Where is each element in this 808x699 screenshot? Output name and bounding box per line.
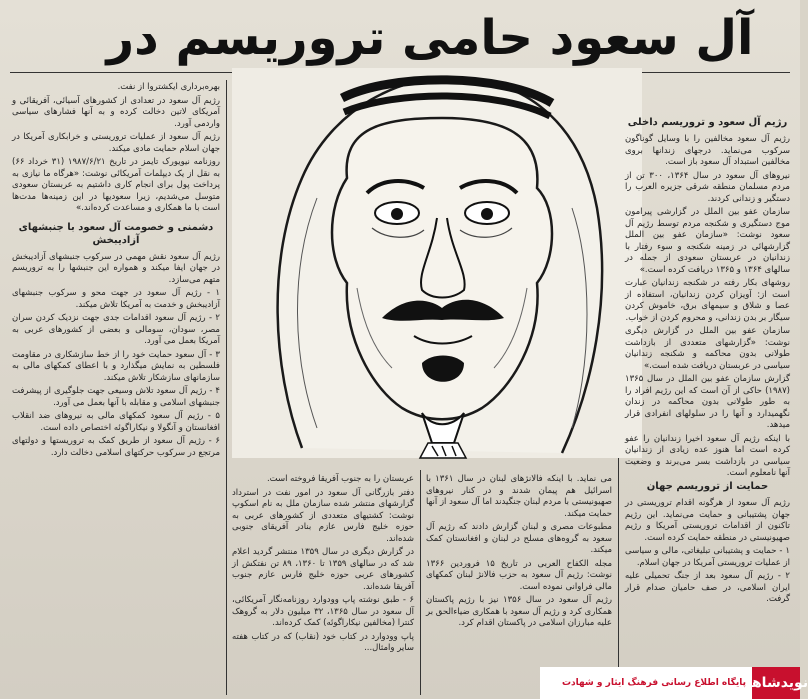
center-paragraph: ۶ - طبق نوشته پاپ وودوارد روزنامه‌نگار آمریکائی، آل سعود در سال ۱۳۶۵، ۳۲ میلیون دلار به گروهک کنترا (مخالفین نیکاراگوئه) کمک کرده‌اند. xyxy=(232,595,414,628)
right-paragraph: رژیم آل سعود مخالفین را با وسایل گوناگون سرکوب می‌نماید. درجهای زندانها بروی مخالفین استبداد آل سعود باز است. xyxy=(625,134,790,167)
column-divider-right-lower xyxy=(618,470,619,695)
column-divider-center xyxy=(420,470,421,695)
center-paragraph: مطبوعات مصری و لبنان گزارش دادند که رژیم آل سعود به گروه‌های مسلح در لبنان و افغانستان کمک میکند. xyxy=(426,522,612,555)
left-paragraph: ۴ - رژیم آل سعود تلاش وسیعی جهت جلوگیری از پیشرفت جنبشهای اسلامی و مقابله با آنها بعمل می آورد. xyxy=(12,386,220,408)
center-right-column xyxy=(426,474,612,696)
site-watermark xyxy=(540,667,808,699)
left-paragraph: ۳ - آل سعود حمایت خود را از خط سازشکاری در مقاومت فلسطین به نمایش میگذارد و با اعطای کمکهای مالی به سازمانهای سازشکار تلاش میکند. xyxy=(12,349,220,383)
center-paragraph: مجله الکفاح العربی در تاریخ ۱۵ فروردین ۱۳۶۶ نوشت: رژیم آل سعود به حزب فالانژ لبنان کمکهای مالی فراوانی نموده است. xyxy=(426,558,612,592)
page-headline: آل سعود حامی تروریسم در xyxy=(106,10,754,66)
right-subhead: رژیم آل سعود و تروریسم داخلی xyxy=(627,117,788,128)
left-paragraph: ۶ - رژیم آل سعود از طریق کمک به تروریستها و دولتهای مرتجع در سرکوب حرکتهای اسلامی دخالت دارد. xyxy=(12,436,220,458)
left-paragraph: ۵ - رژیم آل سعود کمکهای مالی به نیروهای ضد انقلاب افغانستان و آنگولا و نیکاراگوئه اختصاص داده است. xyxy=(12,411,220,433)
right-paragraph: گزارش سازمان عفو بین الملل در سال ۱۳۶۵ (۱۹۸۷) حاکی از آن است که این رژیم افراد را به طور طولانی بدون محاکمه در زندان نگهمیدارد و آنها را در سلولهای انفرادی قرار میدهد. xyxy=(625,374,790,430)
center-paragraph: عربستان را به جنوب آفریقا فروخته است. xyxy=(266,474,414,484)
caricature-illustration xyxy=(232,68,642,458)
center-paragraph: رژیم آل سعود در سال ۱۳۵۶ نیز با رژیم پاکستان همکاری کرد و رژیم آل سعود با همکاری ضیاءالحق بر علیه مبارزان اسلامی در پاکستان اقدام کرد. xyxy=(426,595,612,628)
right-paragraph: نیروهای آل سعود در سال ۱۳۶۴، ۳۰۰ تن از مردم مسلمان منطقه شرقی جزیره العرب را دستگیر و زندانی کردند. xyxy=(625,170,790,204)
caricature-drawing xyxy=(232,68,642,458)
left-paragraph: رژیم آل سعود از عملیات تروریستی و خرابکاری آمریکا در جهان اسلام حمایت مادی میکند. xyxy=(12,132,220,154)
left-paragraph: ۲ - رژیم آل سعود اقدامات جدی جهت نزدیک کردن سران مصر، سودان، سومالی و بعضی از کشورهای عربی به آمریکا بعمل می آورد. xyxy=(12,313,220,346)
right-column xyxy=(625,110,790,478)
center-left-column xyxy=(232,474,414,696)
left-paragraph: رژیم آل سعود نقش مهمی در سرکوب جنبشهای آزادیبخش در جهان ایفا میکند و همواره این جنبشها را به تروریسم متهم می‌سازد. xyxy=(12,251,220,285)
center-caption: پاپ وودوارد در کتاب خود (نقاب) که در کتاب هفته سایر وامثال... xyxy=(232,631,414,653)
right-paragraph: رژیم آل سعود از هرگونه اقدام تروریستی در جهان پشتیبانی و حمایت می‌نماید. این رژیم تاکنون از اقدامات تروریستی آمریکا و رژیم صهیونیستی در منطقه حمایت کرده است. xyxy=(625,498,790,543)
right-column-lower xyxy=(625,474,790,664)
left-subhead: دشمنی و خصومت آل سعود با جنبشهای آزادیبخش xyxy=(18,221,214,246)
left-paragraph: بهره‌برداری ایکشتروا از نفت. xyxy=(117,82,220,92)
right-paragraph: ۱ - حمایت و پشتیبانی تبلیغاتی، مالی و سیاسی از عملیات تروریستی آمریکا در جهان اسلام. xyxy=(625,546,790,568)
left-paragraph: ۱ - رژیم آل سعود در جهت محو و سرکوب جنبشهای آزادیبخش و خدمت به آمریکا تلاش میکند. xyxy=(12,288,220,310)
left-paragraph: رژیم آل سعود در تعدادی از کشورهای آسیائی، آفریقائی و آمریکای لاتین دخالت کرده و به آنها فشارهای سیاسی واردمی آورد. xyxy=(12,95,220,129)
navideshahed-logo: نویدشاهد xyxy=(752,667,800,699)
column-divider-left xyxy=(226,80,227,695)
right-paragraph: سازمان عفو بین الملل در گزارش دیگری نوشت: «گزارشهای متعددی از بازداشت طولانی بدون محاکمه و شکنجه زندانیان سیاسی در عربستان دریافت شده است.» xyxy=(625,326,790,371)
right-paragraph: روشهای بکار رفته در شکنجه زندانیان عبارت است از: آویزان کردن زندانیان، استفاده از عصا و شلاق و سیمهای برق، خاموش کردن سیگار بر بدن زندانی، و محروم کردن از خواب. xyxy=(625,278,790,323)
right-subhead-2: حمایت از تروریسم جهان xyxy=(646,481,769,492)
right-paragraph: با اینکه رژیم آل سعود اخیرا زندانیان را عفو کرده است اما هنوز عده زیادی از زندانیان سیاسی در بازداشت بسر می‌برند و وضعیت آنها نامعلوم است. xyxy=(625,433,790,478)
center-paragraph: در گزارش دیگری در سال ۱۳۵۹ منتشر گردید اعلام شد که در سالهای ۱۳۵۹ تا ۱۳۶۰، ۸۹ تن نفتکش از کشورهای عربی حوزه خلیج فارس عازم جنوب آفریقا شده‌اند. xyxy=(232,547,415,592)
right-paragraph: ۲ - رژیم آل سعود بعد از جنگ تحمیلی علیه ایران اسلامی، در صف حامیان صدام قرار گرفت. xyxy=(625,571,790,604)
left-column xyxy=(12,82,220,694)
right-paragraph: سازمان عفو بین الملل در گزارشی پیرامون موج دستگیری و شکنجه مردم توسط رژیم آل سعود نوشت: «سازمان عفو بین الملل گزارشهائی در زمینه شکنجه و سوء رفتار با زندانیان در عربستان سعودی از جمله در سالهای ۱۳۶۴ و ۱۳۶۵ دریافت کرده است.» xyxy=(625,207,790,275)
center-paragraph: می نماید. با اینکه فالانژهای لبنان در سال ۱۳۶۱ با اسرائیل هم پیمان شدند و در کنار نیروهای صهیونیستی با مردم لبنان جنگیدند اما آل سعود از آنها حمایت میکند. xyxy=(426,474,612,519)
site-name: پایگاه اطلاع رسانی فرهنگ ایثار و شهادت xyxy=(561,678,746,688)
left-paragraph: روزنامه نیویورک تایمز در تاریخ ۱۹۸۷/۶/۲۱ (۳۱ خرداد ۶۶) به نقل از یک دیپلمات آمریکائی نوشت: «هرگاه ما نیازی به پرداخت پول برای انجام کاری داشتیم به عربستان سعودی متوسل می‌شدیم، زیرا سعودیها در این زمینه‌ها مدت‌ها است با ما همکاری و مساعدت کرده‌اند.» xyxy=(12,157,220,213)
center-paragraph: دفتر بازرگانی آل سعود در امور نفت در استرداد گزارشهای منتشر شده سازمان ملل به نام اسکوپ نوشت: کشتیهای متعددی از کشورهای عربی به حوزه خلیج فارس عازم بنادر آفریقای جنوبی شده‌اند. xyxy=(232,487,414,544)
